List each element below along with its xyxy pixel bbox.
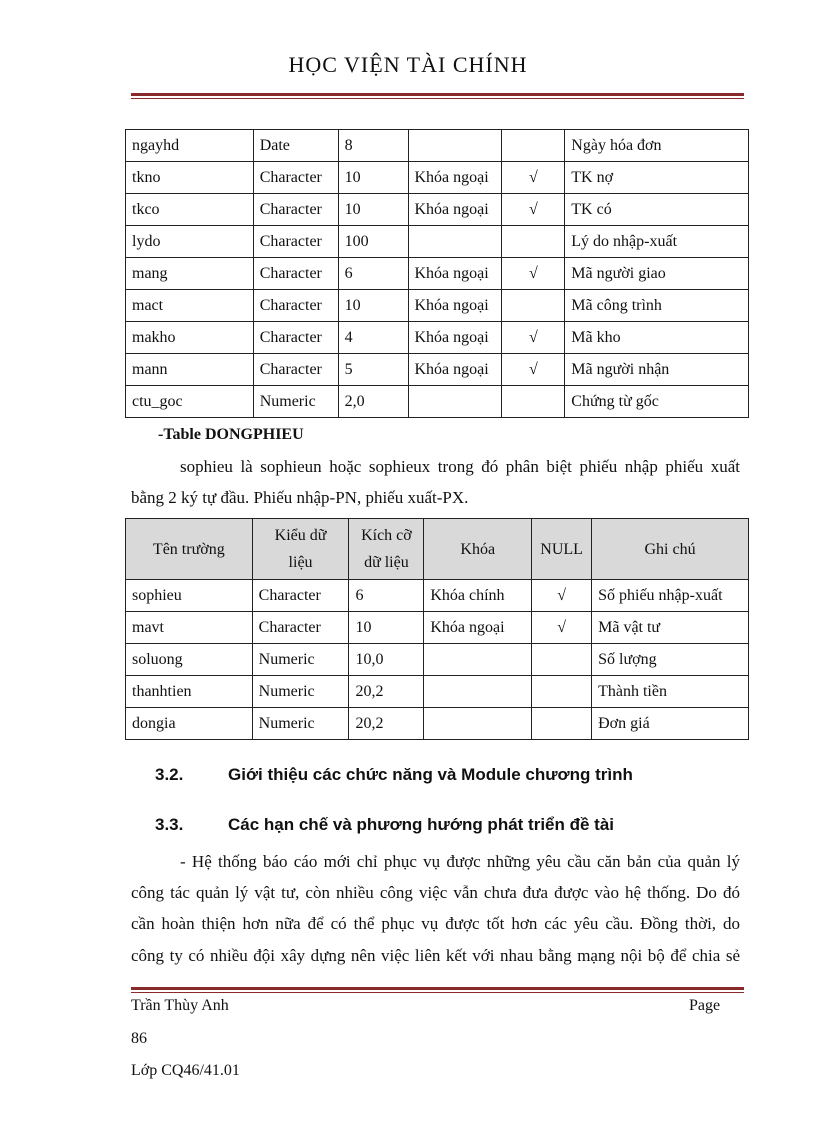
footer-rule — [131, 987, 744, 993]
table-cell: TK nợ — [565, 162, 749, 194]
section-number-3-3: 3.3. — [155, 815, 184, 834]
table-cell: √ — [502, 258, 565, 290]
table-cell: 100 — [338, 226, 408, 258]
header-field: Tên trường — [126, 519, 253, 580]
table-cell: thanhtien — [126, 676, 253, 708]
table-cell — [424, 708, 532, 740]
paragraph-line: bằng 2 ký tự đầu. Phiếu nhập-PN, phiếu xuất-PX. — [131, 488, 469, 507]
header-type — [252, 519, 349, 580]
table-cell: 20,2 — [349, 708, 424, 740]
table-cell — [502, 130, 565, 162]
table-cell: ctu_goc — [126, 386, 254, 418]
table-row — [126, 354, 749, 386]
table-cell: Khóa ngoại — [408, 322, 502, 354]
table-cell: 10 — [338, 194, 408, 226]
table-cell: √ — [502, 162, 565, 194]
table-row — [126, 290, 749, 322]
table-cell: Numeric — [252, 676, 349, 708]
table-cell — [502, 290, 565, 322]
table-cell: Lý do nhập-xuất — [565, 226, 749, 258]
table-cell: Khóa ngoại — [408, 194, 502, 226]
table-cell: tkno — [126, 162, 254, 194]
table-cell: √ — [532, 612, 592, 644]
table-row — [126, 612, 749, 644]
table-cell: Character — [253, 354, 338, 386]
table-cell: √ — [532, 580, 592, 612]
table-cell: Đơn giá — [592, 708, 749, 740]
table-row — [126, 194, 749, 226]
table-row — [126, 226, 749, 258]
table-row — [126, 162, 749, 194]
table-cell: 10 — [338, 162, 408, 194]
header-size-line1: Kích cỡ — [361, 527, 412, 544]
table-cell: Số phiếu nhập-xuất — [592, 580, 749, 612]
table-cell: Date — [253, 130, 338, 162]
table-cell: 6 — [338, 258, 408, 290]
table-cell: Character — [253, 226, 338, 258]
table-cell: √ — [502, 322, 565, 354]
table-row — [126, 580, 749, 612]
table-cell: Mã người giao — [565, 258, 749, 290]
table-row — [126, 322, 749, 354]
table-cell — [532, 676, 592, 708]
table-cell: Character — [253, 194, 338, 226]
table-cell: Khóa ngoại — [408, 354, 502, 386]
table-cell: Ngày hóa đơn — [565, 130, 749, 162]
table-cell: mavt — [126, 612, 253, 644]
table-cell: Khóa ngoại — [424, 612, 532, 644]
paragraph-line: công tác quản lý vật tư, còn nhiều công việc vẫn chưa đưa được vào hệ thống. Do đó — [131, 883, 740, 902]
header-type-line1: Kiểu dữ — [274, 527, 327, 544]
table-cell — [424, 644, 532, 676]
footer-class: Lớp CQ46/41.01 — [131, 1062, 240, 1079]
section-title-3-2: Giới thiệu các chức năng và Module chương trình — [228, 765, 633, 784]
footer-page-number: 86 — [131, 1030, 147, 1047]
table-cell — [424, 676, 532, 708]
table-cell: mann — [126, 354, 254, 386]
table-cell: Character — [252, 612, 349, 644]
table-cell: 2,0 — [338, 386, 408, 418]
table-cell: TK có — [565, 194, 749, 226]
table-header-row — [126, 519, 749, 580]
table-cell — [408, 226, 502, 258]
table-cell: dongia — [126, 708, 253, 740]
table-cell — [532, 708, 592, 740]
table-cell: Numeric — [253, 386, 338, 418]
table-cell: Mã vật tư — [592, 612, 749, 644]
table-row — [126, 708, 749, 740]
table-cell: ngayhd — [126, 130, 254, 162]
table-cell: Numeric — [252, 644, 349, 676]
table-cell: Character — [253, 322, 338, 354]
header-null: NULL — [532, 519, 592, 580]
table-row — [126, 258, 749, 290]
table-cell: lydo — [126, 226, 254, 258]
table-cell: 20,2 — [349, 676, 424, 708]
table-cell: 6 — [349, 580, 424, 612]
table-row — [126, 644, 749, 676]
table-cell: 4 — [338, 322, 408, 354]
header-note: Ghi chú — [592, 519, 749, 580]
header-key: Khóa — [424, 519, 532, 580]
table-cell — [502, 386, 565, 418]
paragraph-line: sophieu là sophieun hoặc sophieux trong đó phân biệt phiếu nhập phiếu xuất — [180, 457, 740, 476]
table-cell: Character — [253, 162, 338, 194]
table-row — [126, 386, 749, 418]
table-cell: 8 — [338, 130, 408, 162]
table-cell: Numeric — [252, 708, 349, 740]
table-cell — [532, 644, 592, 676]
table-cell: √ — [502, 354, 565, 386]
footer-author: Trần Thùy Anh — [131, 997, 229, 1014]
paragraph-line: cần hoàn thiện hơn nữa để có thể phục vụ được tốt hơn các yêu cầu. Đồng thời, do — [131, 914, 740, 933]
table-row — [126, 130, 749, 162]
table-cell — [408, 386, 502, 418]
header-type-line2: liệu — [288, 554, 313, 571]
table-cell: Mã người nhận — [565, 354, 749, 386]
table-phieu-fields — [125, 129, 749, 418]
table-cell — [502, 226, 565, 258]
table-cell: mact — [126, 290, 254, 322]
footer-page-label: Page — [689, 997, 721, 1014]
table-cell: mang — [126, 258, 254, 290]
table-row — [126, 676, 749, 708]
table-cell: Khóa ngoại — [408, 258, 502, 290]
table-cell: Character — [253, 290, 338, 322]
table-cell: makho — [126, 322, 254, 354]
table-dongphieu — [125, 518, 749, 740]
table-cell: Mã kho — [565, 322, 749, 354]
page-header-title: HỌC VIỆN TÀI CHÍNH — [288, 52, 528, 77]
header-rule — [131, 93, 744, 99]
section-label-dongphieu: -Table DONGPHIEU — [158, 426, 304, 443]
table-cell: sophieu — [126, 580, 253, 612]
table-cell: √ — [502, 194, 565, 226]
section-title-3-3: Các hạn chế và phương hướng phát triển đề tài — [228, 815, 615, 834]
table-cell: soluong — [126, 644, 253, 676]
header-size — [349, 519, 424, 580]
table-cell: Mã công trình — [565, 290, 749, 322]
table-cell: Số lượng — [592, 644, 749, 676]
table-cell: 10,0 — [349, 644, 424, 676]
table-cell: Khóa ngoại — [408, 290, 502, 322]
paragraph-line: - Hệ thống báo cáo mới chỉ phục vụ được những yêu cầu căn bản của quản lý — [180, 852, 740, 871]
section-number-3-2: 3.2. — [155, 765, 184, 784]
table-cell: Character — [252, 580, 349, 612]
table-cell: Character — [253, 258, 338, 290]
table-cell: Khóa chính — [424, 580, 532, 612]
table-cell: tkco — [126, 194, 254, 226]
table-cell: Thành tiền — [592, 676, 749, 708]
table-cell: Khóa ngoại — [408, 162, 502, 194]
table-cell: Chứng từ gốc — [565, 386, 749, 418]
paragraph-line: công ty có nhiều đội xây dựng nên việc liên kết với nhau bằng mạng nội bộ để chia sẻ — [131, 946, 740, 965]
table-cell: 10 — [338, 290, 408, 322]
header-size-line2: dữ liệu — [364, 554, 409, 571]
table-cell: 10 — [349, 612, 424, 644]
table-cell: 5 — [338, 354, 408, 386]
table-cell — [408, 130, 502, 162]
